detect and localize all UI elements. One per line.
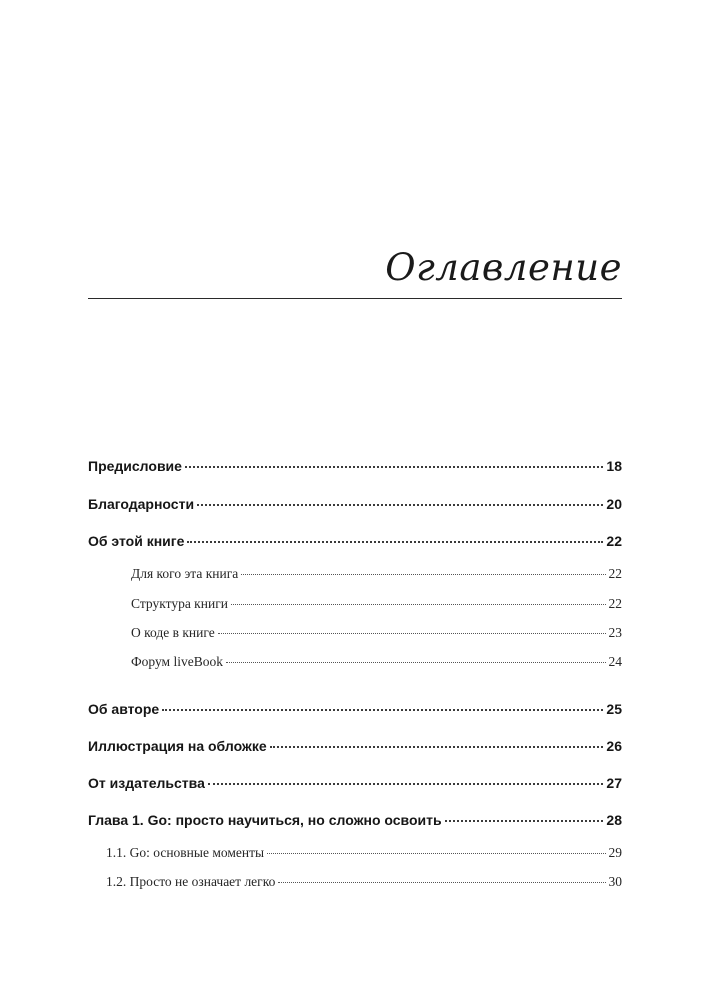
- toc-entry-section-1-1[interactable]: [106, 845, 622, 861]
- dot-leader: [162, 709, 603, 711]
- dot-leader: [278, 882, 605, 883]
- dot-leader: [226, 662, 606, 663]
- toc-entry-label: Предисловие: [88, 458, 182, 474]
- toc-entry-page: 18: [606, 458, 622, 474]
- toc-entry-label: Для кого эта книга: [131, 566, 239, 581]
- toc-entry-label: 1.2. Просто не означает легко: [106, 874, 276, 889]
- toc-entry-publisher[interactable]: [88, 775, 622, 791]
- dot-leader: [187, 541, 603, 543]
- toc-entry-section-1-2[interactable]: [106, 874, 622, 890]
- toc-entry-page: 22: [608, 566, 622, 581]
- toc-entry-audience[interactable]: [131, 566, 622, 582]
- page-title: Оглавление: [385, 246, 622, 289]
- toc-entry-structure[interactable]: [131, 596, 622, 612]
- toc-entry-forum[interactable]: [131, 654, 622, 670]
- toc-entry-page: 20: [606, 496, 622, 512]
- toc-entry-page: 27: [606, 775, 622, 791]
- toc-entry-page: 25: [606, 701, 622, 717]
- dot-leader: [267, 853, 605, 854]
- toc-entry-page: 23: [608, 625, 622, 640]
- toc-entry-label: Форум liveBook: [131, 654, 223, 669]
- toc-entry-page: 26: [606, 738, 622, 754]
- toc-entry-label: Об этой книге: [88, 533, 185, 549]
- toc-entry-cover-illustration[interactable]: [88, 738, 622, 754]
- toc-entry-label: От издательства: [88, 775, 205, 791]
- toc-entry-preface[interactable]: [88, 458, 622, 474]
- dot-leader: [185, 466, 603, 468]
- toc-entry-label: Об авторе: [88, 701, 160, 717]
- toc-entry-about-book[interactable]: [88, 533, 622, 549]
- toc-entry-page: 30: [608, 874, 622, 889]
- toc-entry-label: О коде в книге: [131, 625, 215, 640]
- dot-leader: [231, 604, 606, 605]
- dot-leader: [218, 633, 606, 634]
- toc-entry-label: 1.1. Go: основные моменты: [106, 845, 265, 860]
- toc-entry-page: 29: [608, 845, 622, 860]
- toc-entry-acknowledgements[interactable]: [88, 496, 622, 512]
- toc-entry-page: 28: [606, 812, 622, 828]
- toc-entry-label: Структура книги: [131, 596, 228, 611]
- table-of-contents: [88, 0, 622, 1001]
- dot-leader: [197, 504, 603, 506]
- dot-leader: [270, 746, 604, 748]
- toc-entry-label: Глава 1. Go: просто научиться, но сложно освоить: [88, 812, 442, 828]
- toc-entry-page: 24: [608, 654, 622, 669]
- toc-entry-chapter-1[interactable]: [88, 812, 622, 828]
- dot-leader: [241, 574, 605, 575]
- dot-leader: [445, 820, 604, 822]
- toc-entry-label: Иллюстрация на обложке: [88, 738, 267, 754]
- toc-entry-label: Благодарности: [88, 496, 195, 512]
- toc-entry-page: 22: [606, 533, 622, 549]
- toc-entry-code[interactable]: [131, 625, 622, 641]
- dot-leader: [208, 783, 604, 785]
- toc-entry-about-author[interactable]: [88, 701, 622, 717]
- toc-entry-page: 22: [608, 596, 622, 611]
